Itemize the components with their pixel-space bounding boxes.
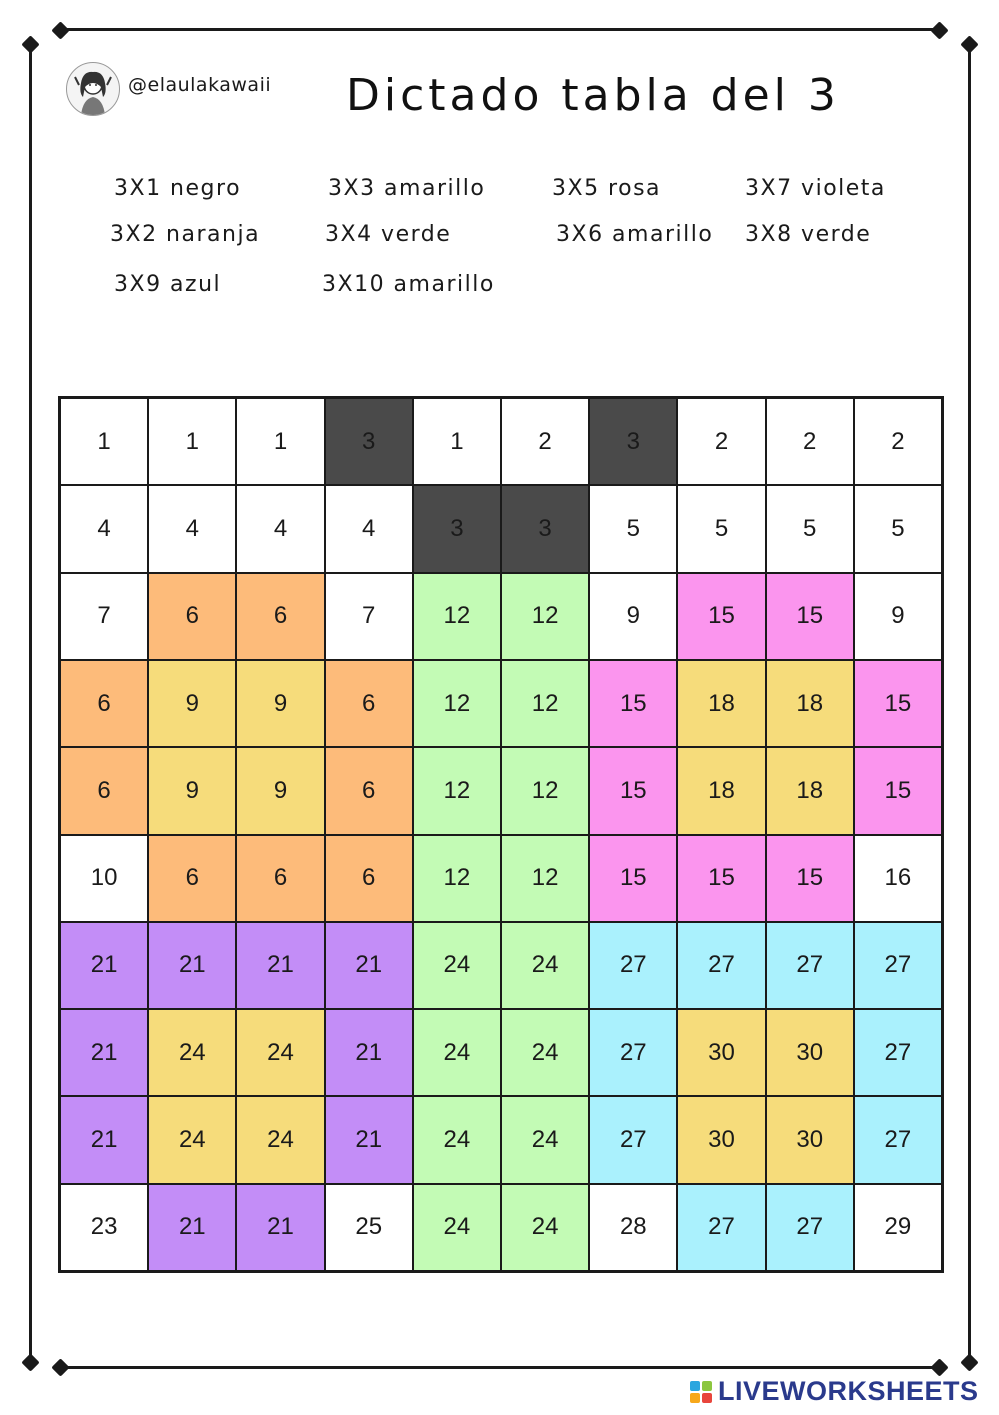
instruction-item: 3X1 negro [114, 176, 242, 201]
grid-cell: 21 [60, 922, 148, 1009]
page-title: Dictado tabla del 3 [346, 70, 840, 121]
grid-cell: 21 [236, 922, 324, 1009]
grid-cell: 3 [413, 485, 501, 572]
grid-cell: 15 [854, 747, 942, 834]
frame-dot [21, 35, 39, 53]
grid-cell: 27 [589, 922, 677, 1009]
grid-cell: 4 [325, 485, 413, 572]
grid-cell: 15 [589, 747, 677, 834]
grid-cell: 9 [148, 660, 236, 747]
instruction-item: 3X4 verde [325, 222, 452, 247]
instruction-item: 3X5 rosa [552, 176, 662, 201]
instruction-item: 3X9 azul [114, 272, 222, 297]
grid-cell: 16 [854, 835, 942, 922]
coloring-grid [58, 396, 944, 1273]
grid-cell: 12 [501, 747, 589, 834]
logo-square [702, 1381, 712, 1391]
grid-cell: 24 [236, 1009, 324, 1096]
instruction-item: 3X8 verde [745, 222, 872, 247]
grid-cell: 21 [236, 1184, 324, 1271]
grid-cell: 18 [677, 660, 765, 747]
frame-dot [51, 21, 69, 39]
grid-cell: 1 [413, 398, 501, 485]
grid-cell: 12 [413, 835, 501, 922]
grid-cell: 21 [325, 1096, 413, 1183]
brand-name: LIVEWORKSHEETS [718, 1376, 979, 1406]
grid-cell: 24 [413, 1009, 501, 1096]
grid-cell: 24 [413, 1184, 501, 1271]
grid-cell: 18 [766, 747, 854, 834]
grid-cell: 30 [677, 1096, 765, 1183]
grid-cell: 15 [677, 835, 765, 922]
grid-cell: 6 [148, 573, 236, 660]
grid-cell: 9 [236, 660, 324, 747]
grid-cell: 24 [501, 1184, 589, 1271]
grid-cell: 12 [501, 660, 589, 747]
instruction-item: 3X10 amarillo [322, 272, 495, 297]
frame-dot [960, 1353, 978, 1371]
grid-cell: 24 [501, 1009, 589, 1096]
frame-dot [930, 1358, 948, 1376]
grid-cell: 24 [148, 1009, 236, 1096]
grid-cell: 9 [589, 573, 677, 660]
grid-cell: 24 [501, 1096, 589, 1183]
logo-square [702, 1393, 712, 1403]
grid-cell: 3 [501, 485, 589, 572]
grid-cell: 12 [501, 835, 589, 922]
grid-cell: 21 [325, 922, 413, 1009]
grid-cell: 9 [236, 747, 324, 834]
grid-cell: 2 [677, 398, 765, 485]
grid-cell: 6 [325, 747, 413, 834]
grid-cell: 4 [148, 485, 236, 572]
grid-cell: 15 [766, 835, 854, 922]
grid-cell: 15 [854, 660, 942, 747]
grid-cell: 1 [236, 398, 324, 485]
grid-cell: 21 [325, 1009, 413, 1096]
grid-cell: 30 [677, 1009, 765, 1096]
grid-cell: 27 [589, 1009, 677, 1096]
grid-cell: 1 [148, 398, 236, 485]
instruction-item: 3X6 amarillo [556, 222, 714, 247]
grid-cell: 27 [677, 1184, 765, 1271]
grid-cell: 6 [236, 835, 324, 922]
brand-logo [690, 1376, 979, 1407]
grid-cell: 12 [413, 660, 501, 747]
grid-cell: 6 [325, 835, 413, 922]
grid-cell: 23 [60, 1184, 148, 1271]
author-handle: @elaulakawaii [128, 74, 272, 96]
grid-cell: 12 [413, 747, 501, 834]
grid-cell: 6 [60, 660, 148, 747]
grid-cell: 3 [589, 398, 677, 485]
grid-cell: 3 [325, 398, 413, 485]
grid-cell: 24 [148, 1096, 236, 1183]
grid-cell: 2 [501, 398, 589, 485]
grid-cell: 27 [854, 1096, 942, 1183]
frame-dot [960, 35, 978, 53]
grid-cell: 27 [854, 1009, 942, 1096]
grid-cell: 4 [60, 485, 148, 572]
frame-top-line [62, 28, 940, 31]
grid-cell: 6 [236, 573, 324, 660]
frame-dot [930, 21, 948, 39]
grid-cell: 28 [589, 1184, 677, 1271]
grid-cell: 27 [766, 922, 854, 1009]
grid-cell: 15 [589, 660, 677, 747]
grid-cell: 7 [60, 573, 148, 660]
grid-cell: 15 [766, 573, 854, 660]
grid-cell: 9 [148, 747, 236, 834]
instruction-item: 3X3 amarillo [328, 176, 486, 201]
frame-bottom-line [62, 1366, 940, 1369]
grid-cell: 6 [60, 747, 148, 834]
grid-cell: 24 [501, 922, 589, 1009]
grid-cell: 30 [766, 1096, 854, 1183]
grid-cell: 21 [148, 1184, 236, 1271]
grid-cell: 5 [766, 485, 854, 572]
grid-cell: 2 [766, 398, 854, 485]
grid-cell: 12 [413, 573, 501, 660]
grid-cell: 27 [766, 1184, 854, 1271]
grid-cell: 21 [60, 1009, 148, 1096]
grid-cell: 30 [766, 1009, 854, 1096]
grid-cell: 6 [325, 660, 413, 747]
grid-cell: 18 [677, 747, 765, 834]
grid-cell: 15 [589, 835, 677, 922]
logo-square [690, 1393, 700, 1403]
grid-cell: 5 [677, 485, 765, 572]
grid-cell: 18 [766, 660, 854, 747]
grid-cell: 10 [60, 835, 148, 922]
grid-cell: 7 [325, 573, 413, 660]
grid-cell: 29 [854, 1184, 942, 1271]
grid-cell: 5 [589, 485, 677, 572]
grid-cell: 27 [589, 1096, 677, 1183]
frame-right-line [968, 46, 971, 1362]
grid-cell: 2 [854, 398, 942, 485]
frame-dot [51, 1358, 69, 1376]
logo-square [690, 1381, 700, 1391]
grid-cell: 9 [854, 573, 942, 660]
grid-cell: 15 [677, 573, 765, 660]
grid-cell: 25 [325, 1184, 413, 1271]
instruction-item: 3X2 naranja [110, 222, 261, 247]
girl-portrait-icon [67, 63, 119, 115]
frame-dot [21, 1353, 39, 1371]
grid-cell: 27 [854, 922, 942, 1009]
grid-cell: 27 [677, 922, 765, 1009]
grid-cell: 24 [413, 1096, 501, 1183]
grid-cell: 21 [148, 922, 236, 1009]
frame-left-line [29, 46, 32, 1362]
grid-cell: 6 [148, 835, 236, 922]
grid-cell: 24 [413, 922, 501, 1009]
liveworksheets-logo-icon [690, 1381, 712, 1403]
avatar [66, 62, 120, 116]
grid-cell: 1 [60, 398, 148, 485]
instruction-item: 3X7 violeta [745, 176, 886, 201]
grid-cell: 12 [501, 573, 589, 660]
grid-cell: 21 [60, 1096, 148, 1183]
grid-cell: 24 [236, 1096, 324, 1183]
grid-cell: 4 [236, 485, 324, 572]
grid-cell: 5 [854, 485, 942, 572]
